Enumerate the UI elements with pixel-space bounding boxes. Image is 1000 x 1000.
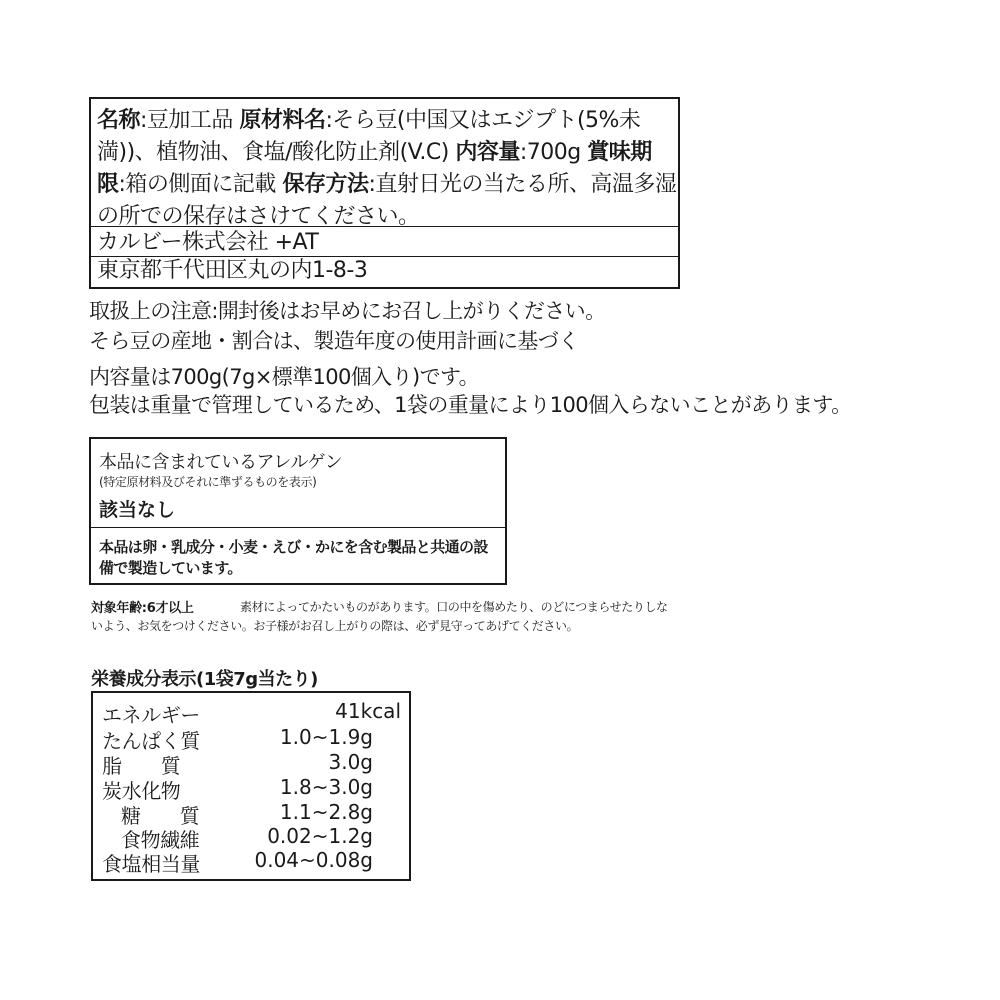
company-name: カルビー株式会社 +AT	[97, 230, 319, 255]
name-value: :豆加工品	[140, 108, 233, 133]
nutrition-table	[91, 691, 411, 881]
nutrition-label: たんぱく質	[102, 729, 200, 753]
allergen-subtitle: (特定原材料及びそれに準ずるものを表示)	[99, 475, 317, 489]
nutrition-value: 41kcal	[335, 699, 401, 723]
best-before-value: :箱の側面に記載	[118, 172, 276, 197]
target-age-warning-cont: いよう、お気をつけください。お子様がお召し上がりの際は、必ず見守ってあげてください。	[91, 619, 579, 633]
ingredients-value: :そら豆(中国又はエジプト(5%未満))、植物油、食塩/酸化防止剤(V.C)	[97, 108, 641, 165]
product-info-box	[89, 97, 680, 289]
weight-note: 包装は重量で管理しているため、1袋の重量により100個入らないことがあります。	[89, 393, 852, 417]
content-value: :700g	[519, 140, 581, 165]
origin-note: そら豆の産地・割合は、製造年度の使用計画に基づく	[89, 329, 579, 353]
nutrition-row	[93, 775, 409, 803]
nutrition-label: 糖 質	[121, 804, 200, 828]
nutrition-value: 1.0~1.9g	[279, 725, 373, 749]
nutrition-label: 炭水化物	[102, 779, 181, 803]
nutrition-label: エネルギー	[102, 703, 200, 727]
nutrition-row	[93, 699, 409, 727]
nutrition-value: 0.04~0.08g	[254, 848, 373, 872]
company-address: 東京都千代田区丸の内1-8-3	[97, 258, 368, 283]
nutrition-value: 0.02~1.2g	[267, 824, 373, 848]
storage-value: :直射日光の当たる所、高温多湿の所での保存はさけてください。	[97, 172, 677, 229]
product-info-text	[97, 105, 677, 233]
name-label: 名称	[97, 108, 141, 133]
nutrition-value: 3.0g	[328, 750, 373, 774]
allergen-divider	[91, 527, 505, 528]
shared-facility-note: 本品は卵・乳成分・小麦・えび・かにを含む製品と共通の設備で製造しています。	[99, 538, 488, 577]
nutrition-value: 1.1~2.8g	[279, 800, 373, 824]
allergen-title: 本品に含まれているアレルゲン	[99, 452, 343, 473]
nutrition-label: 食塩相当量	[102, 852, 200, 876]
storage-label: 保存方法	[282, 172, 369, 197]
target-age-label: 対象年齢:6才以上	[91, 601, 194, 616]
content-label: 内容量	[455, 140, 520, 165]
nutrition-row	[93, 800, 409, 828]
nutrition-row	[93, 725, 409, 753]
nutrition-row	[93, 824, 409, 852]
allergen-box	[89, 437, 507, 585]
best-before-label: 賞味期限	[97, 140, 652, 197]
nutrition-label: 脂 質	[102, 754, 181, 778]
content-note: 内容量は700g(7g×標準100個入り)です。	[89, 365, 480, 389]
nutrition-label: 食物繊維	[121, 828, 200, 852]
nutrition-row	[93, 750, 409, 778]
nutrition-title: 栄養成分表示(1袋7g当たり)	[91, 669, 318, 690]
allergen-value: 該当なし	[99, 499, 176, 521]
info-divider	[91, 226, 678, 227]
nutrition-row	[93, 848, 409, 876]
handling-note: 取扱上の注意:開封後はお早めにお召し上がりください。	[89, 299, 606, 323]
nutrition-value: 1.8~3.0g	[279, 775, 373, 799]
target-age-warning: 素材によってかたいものがあります。口の中を傷めたり、のどにつまらせたりしな	[240, 600, 668, 614]
ingredients-label: 原材料名	[239, 108, 326, 133]
